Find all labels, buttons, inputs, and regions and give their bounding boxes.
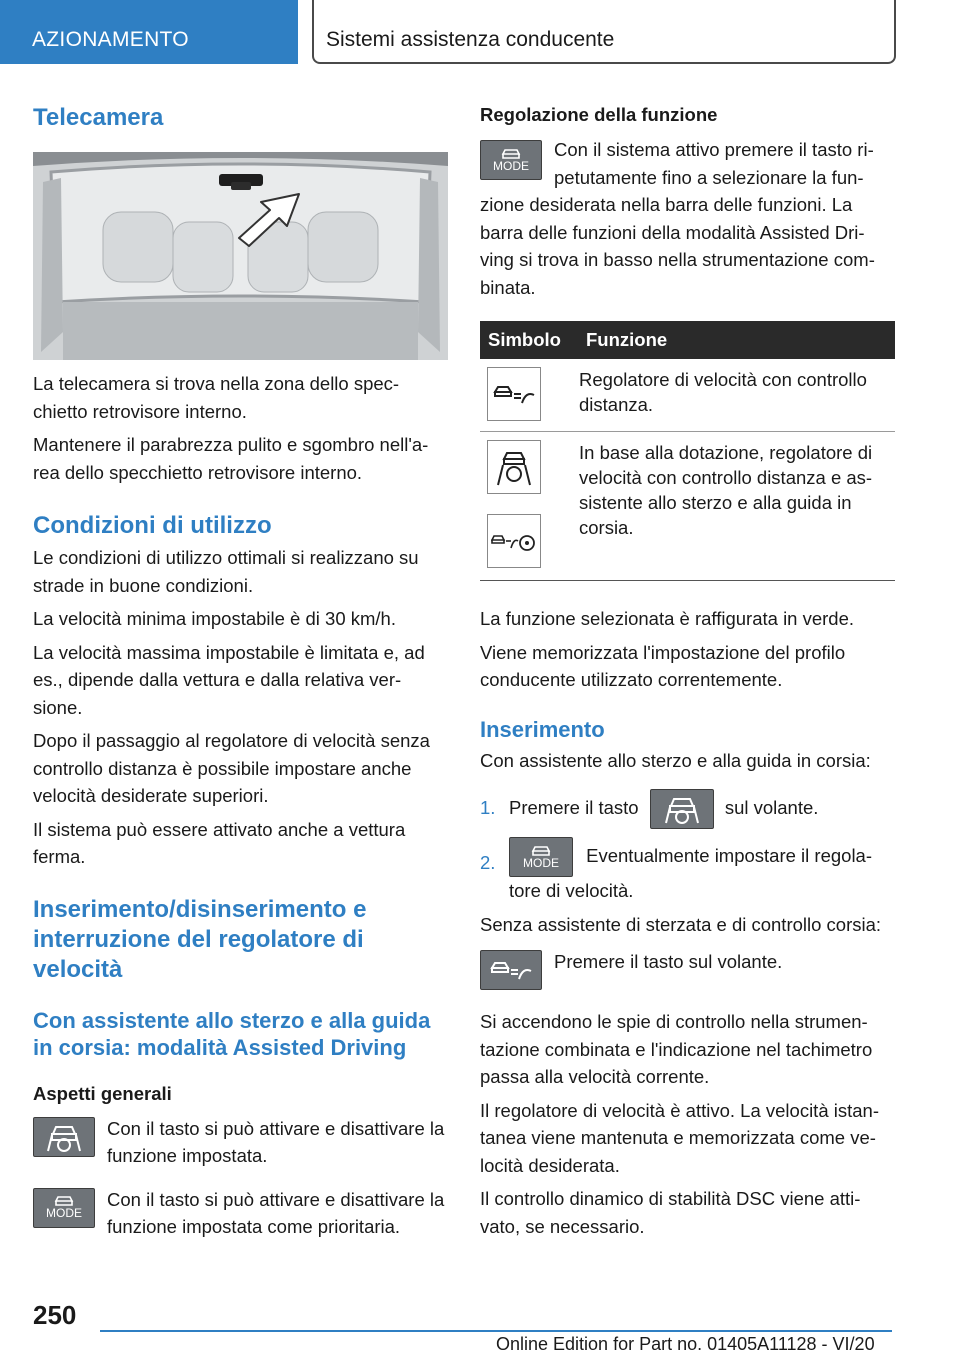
mode-label: MODE xyxy=(523,855,559,870)
para-telecamera-1: La telecamera si trova nella zona dello spec-chietto retrovisore interno. xyxy=(33,373,400,422)
distance-control-button-icon xyxy=(480,950,542,990)
heading-assisted-driving: Con assistente allo sterzo e alla guida in corsia: modalità Assisted Driving xyxy=(33,1007,431,1060)
step1-text-a: Premere il tasto xyxy=(509,797,639,818)
step2-text: Eventualmente impostare il regola-tore di velocità. xyxy=(509,845,873,902)
table-header-funzione: Funzione xyxy=(578,321,895,359)
steps-list xyxy=(480,788,895,905)
para-premere-tasto: Premere il tasto sul volante. xyxy=(554,951,783,973)
heading-aspetti-generali: Aspetti generali xyxy=(33,1082,172,1104)
table-cell-row2: In base alla dotazione, regolatore di velocità con controllo distanza e as-sistente allo sterzo e alla guida in corsia. xyxy=(579,442,873,538)
para-dsc: Il controllo dinamico di stabilità DSC viene atti-vato, se necessario. xyxy=(480,1188,861,1237)
chapter-title: Sistemi assistenza conducente xyxy=(326,28,615,51)
para-regolazione: Con il sistema attivo premere il tasto ri-petutamente fino a selezionare la fun-zione desiderata nella barra delle funzioni. La barra delle funzioni della modalità Assisted Dri-ving si trova in basso nella strumentazione com-binata. xyxy=(480,139,875,298)
para-senza-assistente: Senza assistente di sterzata e di controllo corsia: xyxy=(480,913,882,935)
list-item xyxy=(480,788,895,829)
para-attivo: Il regolatore di velocità è attivo. La velocità istan-tanea viene mantenuta e memorizzata come ve-locità desiderata. xyxy=(480,1099,879,1176)
table-header-simbolo: Simbolo xyxy=(480,321,578,359)
heading-inserimento: Inserimento xyxy=(480,716,605,742)
symbol-table xyxy=(480,321,895,581)
distance-steering-symbol-icon xyxy=(487,514,541,568)
para-condizioni-3: La velocità massima impostabile è limitata e, ad es., dipende dalla vettura e dalla relativa ver-sione. xyxy=(33,641,425,718)
assist-steering-button-icon xyxy=(33,1117,95,1157)
mode-button-icon xyxy=(509,837,573,877)
left-column xyxy=(33,100,448,1241)
aspetti-row-2 xyxy=(33,1186,448,1241)
heading-condizioni: Condizioni di utilizzo xyxy=(33,512,272,539)
aspetti-row-1 xyxy=(33,1115,448,1170)
footer-divider xyxy=(100,1330,892,1332)
para-spie: Si accendono le spie di controllo nella strumen-tazione combinata e l'indicazione nel tachimetro passa alla velocità corrente. xyxy=(480,1011,873,1088)
table-row xyxy=(480,359,895,432)
para-condizioni-5: Il sistema può essere attivato anche a vettura ferma. xyxy=(33,818,406,867)
para-con-assistente: Con assistente allo sterzo e alla guida in corsia: xyxy=(480,749,871,771)
heading-inserimento-disinserimento: Inserimento/disinserimento e interruzione del regolatore di velocità xyxy=(33,895,367,983)
list-item xyxy=(480,837,895,905)
assist-steering-button-icon xyxy=(650,789,714,829)
para-condizioni-4: Dopo il passaggio al regolatore di velocità senza controllo distanza è possibile impostare anche velocità desiderate superiori. xyxy=(33,730,430,806)
step-number: 1. xyxy=(480,797,496,818)
right-column xyxy=(480,100,895,1240)
para-memorizzata: Viene memorizzata l'impostazione del profilo conducente utilizzato correntemente. xyxy=(480,641,846,690)
step-number: 2. xyxy=(480,852,496,874)
step1-text-b: sul volante. xyxy=(724,797,819,818)
mode-button-icon xyxy=(480,140,542,180)
chapter-tab xyxy=(312,0,896,64)
mode-label: MODE xyxy=(46,1206,82,1220)
para-condizioni-2: La velocità minima impostabile è di 30 km/h. xyxy=(33,608,396,629)
para-telecamera-2: Mantenere il parabrezza pulito e sgombro nell'a-rea dello specchietto retrovisore interno. xyxy=(33,434,429,483)
heading-telecamera: Telecamera xyxy=(33,104,164,131)
heading-regolazione: Regolazione della funzione xyxy=(480,104,718,125)
page-number: 250 xyxy=(33,1300,77,1330)
regolazione-block xyxy=(480,136,895,301)
distance-control-symbol-icon xyxy=(487,367,541,421)
section-title: AZIONAMENTO xyxy=(32,28,189,51)
para-aspetti-1: Con il tasto si può attivare e disattivare la funzione impostata. xyxy=(107,1117,445,1166)
windshield-camera-image xyxy=(33,152,448,360)
table-cell-row1: Regolatore di velocità con controllo distanza. xyxy=(579,369,867,415)
section-tab xyxy=(0,0,298,64)
premere-row xyxy=(480,948,895,990)
table-row xyxy=(480,432,895,581)
mode-label: MODE xyxy=(493,158,529,173)
para-aspetti-2: Con il tasto si può attivare e disattivare la funzione impostata come prioritaria. xyxy=(107,1188,445,1237)
para-condizioni-1: Le condizioni di utilizzo ottimali si realizzano su strade in buone condizioni. xyxy=(33,547,419,596)
steering-assist-symbol-icon xyxy=(487,440,541,494)
mode-button-icon xyxy=(33,1188,95,1228)
para-verde: La funzione selezionata è raffigurata in verde. xyxy=(480,608,855,629)
footer-edition: Online Edition for Part no. 01405A11128 - VI/20 xyxy=(496,1334,875,1354)
